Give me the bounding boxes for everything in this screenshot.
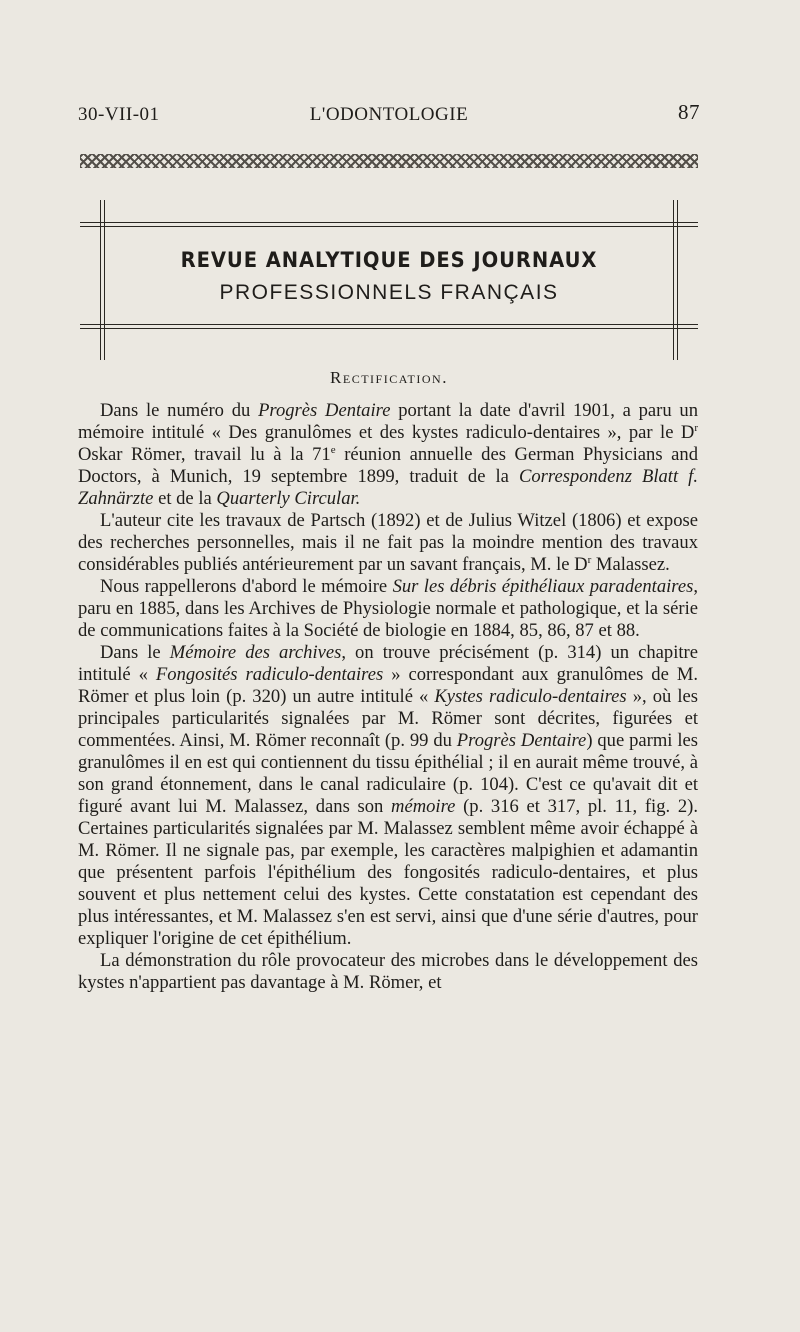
paragraph-text: Dans le numéro du bbox=[100, 400, 259, 421]
paragraph-text: portant la date d'avril 1901, a paru un mémoire intitulé « Des granulômes et des kystes radiculo-dentaires », par le D bbox=[78, 400, 699, 443]
frame-top-line bbox=[80, 222, 698, 223]
frame-left-line bbox=[100, 200, 101, 360]
paragraph-text: La démonstration du rôle provocateur des microbes dans le développement des kystes n'appartient pas davantage à M. Römer, et bbox=[78, 950, 698, 993]
paragraph-text: Dans le bbox=[100, 642, 170, 663]
title-frame bbox=[80, 200, 698, 360]
paragraph-text: L'auteur cite les travaux de Partsch (1892) et de Julius Witzel (1806) et expose des recherches personnelles, mais il ne fait pas la moindre mention des travaux considérables publiés antérieurement par un savant français, M. le D bbox=[78, 510, 698, 575]
article-body bbox=[78, 400, 698, 994]
paragraph-text: , paru en 1885, dans les Archives de Physiologie normale et pathologique, et la série de communications faites à la Société de biologie en 1884, 85, 86, 87 et 88. bbox=[78, 576, 698, 641]
frame-left-line-inner bbox=[104, 200, 105, 360]
frame-top-line-inner bbox=[80, 226, 698, 227]
journal-name: L'ODONTOLOGIE bbox=[309, 104, 469, 125]
paragraph-text: » correspondant aux granulômes de M. Römer et plus loin (p. 320) un autre intitulé « bbox=[78, 664, 698, 707]
paragraph-text: (p. 316 et 317, pl. 11, fig. 2). Certaines particularités signalées par M. Malassez semblent même avoir échappé à M. Römer. Il ne signale pas, par exemple, les caractères malpighien et adamantin que présentent parfois l'épithélium des fongosités radiculo-dentaires, et plus souvent et plus nettement celui des kystes. Cette constatation est cependant des plus intéressantes, et M. Malassez s'en est servi, ainsi que d'une série d'autres, pour expliquer l'origine de cet épithélium. bbox=[78, 796, 698, 949]
superscript-text: r bbox=[587, 553, 592, 566]
italic-text: Quarterly Circular. bbox=[216, 488, 361, 509]
italic-text: Correspondenz Blatt f. Zahnärzte bbox=[78, 466, 698, 509]
article-title: Rectification. bbox=[330, 368, 448, 387]
italic-text: Progrès Dentaire bbox=[456, 730, 587, 751]
paragraph-text: Malassez. bbox=[591, 554, 670, 575]
running-header bbox=[78, 100, 700, 130]
paragraph-text: Oskar Römer, travail lu à la 71 bbox=[78, 444, 331, 465]
paragraph bbox=[78, 400, 698, 510]
paragraph bbox=[78, 950, 698, 994]
paragraph bbox=[78, 510, 698, 576]
italic-text: Progrès Dentaire bbox=[258, 400, 391, 421]
superscript-text: r bbox=[694, 421, 698, 434]
paragraph bbox=[78, 576, 698, 642]
frame-right-line-inner bbox=[673, 200, 674, 360]
frame-bottom-line-inner bbox=[80, 328, 698, 329]
page-number: 87 bbox=[678, 100, 700, 124]
paragraph-text: », où les principales particularités signalées par M. Römer sont décrites, figurées et commentées. Ainsi, M. Römer reconnaît (p. 99 du bbox=[78, 686, 699, 751]
frame-right-line bbox=[677, 200, 678, 360]
italic-text: Sur les débris épithéliaux paradentaires bbox=[392, 576, 694, 597]
paragraph-text: ) que parmi les granulômes il en est qui contiennent du tissu épithélial ; il en aurait même trouvé, à son grand étonnement, dans le canal radiculaire (p. 104). C'est ce qu'avait dit et figuré avant lui M. Malassez, dans son bbox=[78, 730, 699, 817]
section-heading-line1: REVUE ANALYTIQUE DES JOURNAUX bbox=[180, 248, 598, 272]
decorative-border bbox=[80, 154, 698, 168]
frame-bottom-line bbox=[80, 324, 698, 325]
section-heading-line2: PROFESSIONNELS FRANÇAIS bbox=[219, 281, 559, 304]
paragraph-text: et de la bbox=[153, 488, 217, 509]
italic-text: Fongosités radiculo-dentaires bbox=[155, 664, 384, 685]
italic-text: Kystes radiculo-dentaires bbox=[434, 686, 627, 707]
issue-date: 30-VII-01 bbox=[78, 104, 160, 125]
superscript-text: e bbox=[330, 443, 336, 456]
italic-text: mémoire bbox=[391, 796, 456, 817]
paragraph-text: réunion annuelle des German Physicians and Doctors, à Munich, 19 septembre 1899, traduit de la bbox=[78, 444, 698, 487]
italic-text: Mémoire des archives bbox=[169, 642, 342, 663]
paragraph-text: , on trouve précisément (p. 314) un chapitre intitulé « bbox=[78, 642, 698, 685]
paragraph bbox=[78, 642, 698, 950]
paragraph-text: Nous rappellerons d'abord le mémoire bbox=[100, 576, 393, 597]
